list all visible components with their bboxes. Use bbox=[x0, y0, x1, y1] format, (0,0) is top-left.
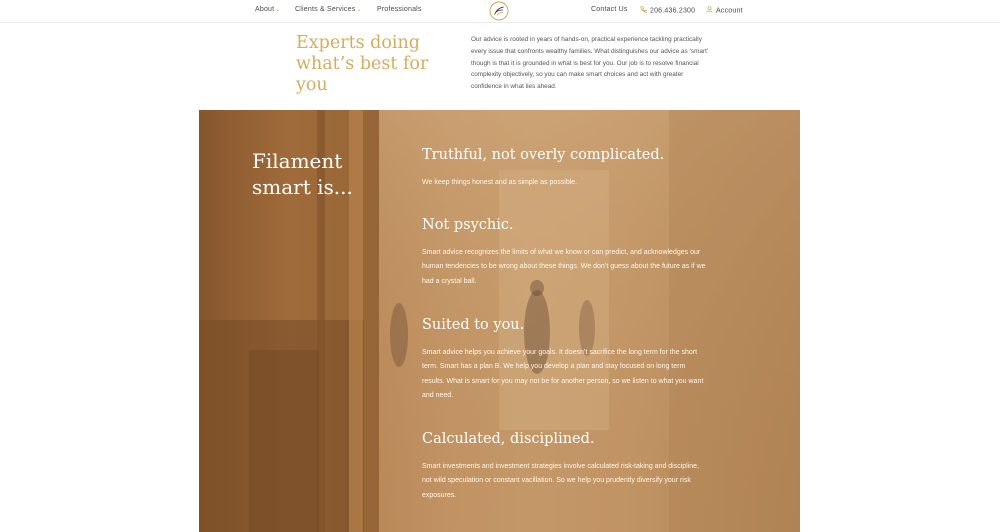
logo-emblem-icon[interactable] bbox=[489, 1, 509, 21]
nav-account[interactable] bbox=[706, 6, 743, 15]
nav-professionals[interactable] bbox=[377, 6, 422, 13]
chevron-down-icon: ⌄ bbox=[275, 7, 281, 13]
feature-title-calculated: Calculated, disciplined. bbox=[422, 431, 595, 447]
feature-title-truthful: Truthful, not overly complicated. bbox=[422, 147, 665, 163]
nav-contact-us[interactable] bbox=[591, 6, 628, 13]
nav-clients-services[interactable] bbox=[295, 6, 362, 13]
phone-icon bbox=[640, 6, 647, 15]
nav-contact-label: Contact Us bbox=[591, 6, 628, 13]
top-navigation bbox=[0, 0, 1000, 23]
feature-title-suited-to-you: Suited to you. bbox=[422, 317, 525, 333]
feature-body-suited-to-you: Smart advice helps you achieve your goals. It doesn’t sacrifice the long term for the short term. Smart has a plan B. We help you develop a plan and stay focused on long term results. What is smart for you may not be for another person, so we listen to what you want and need. bbox=[422, 349, 704, 399]
feature-body-truthful: We keep things honest and as simple as possible. bbox=[422, 179, 578, 186]
intro-heading: Experts doing what’s best for you bbox=[296, 33, 429, 95]
nav-phone[interactable] bbox=[640, 6, 695, 15]
chevron-down-icon: ⌄ bbox=[356, 7, 362, 13]
nav-phone-label: 206.436.2300 bbox=[650, 7, 696, 15]
nav-account-label: Account bbox=[716, 7, 743, 15]
intro-paragraph: Our advice is rooted in years of hands-on, practical experience tackling practically every issue that confronts wealthy families. What distinguishes our advice as ‘smart’ though is that it is grounded in what is best for you. Our job is to resolve financial complexity objectively, so you can make smart choices and act with greater confidence in what lies ahead. bbox=[471, 36, 709, 91]
nav-about-label: About bbox=[255, 6, 275, 13]
nav-clients-services-label: Clients & Services bbox=[295, 6, 356, 13]
panel-heading: Filament smart is... bbox=[252, 149, 353, 199]
feature-body-not-psychic: Smart advice recognizes the limits of what we know or can predict, and acknowledges our human tendencies to be wrong about these things. We don’t guess about the future as if we had a crystal ball. bbox=[422, 249, 706, 285]
feature-title-not-psychic: Not psychic. bbox=[422, 217, 514, 233]
user-icon bbox=[706, 6, 713, 15]
feature-body-calculated: Smart investments and investment strategies involve calculated risk-taking and discipline, not wild speculation or constant vacillation. So we help you prudently diversify your risk exposures. bbox=[422, 463, 700, 499]
feature-panel bbox=[199, 110, 800, 532]
nav-about[interactable] bbox=[255, 6, 281, 13]
nav-professionals-label: Professionals bbox=[377, 6, 422, 13]
